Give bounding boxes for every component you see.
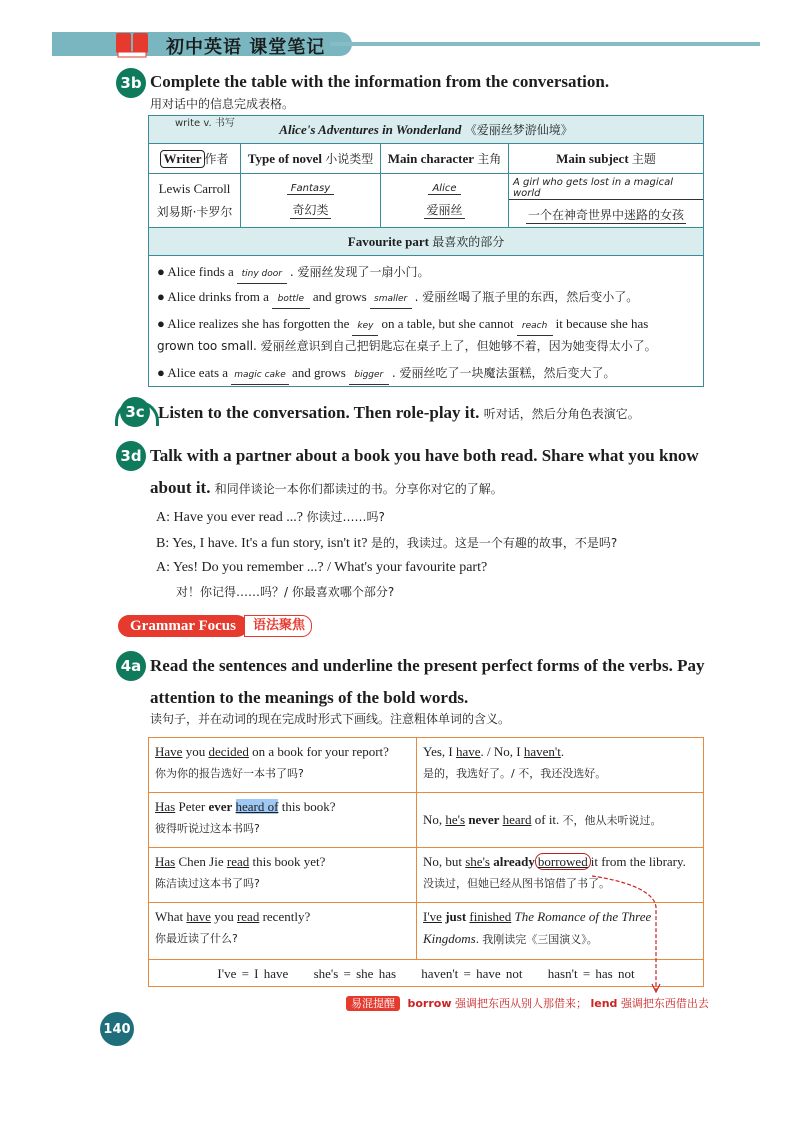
- verb-aux: Has: [155, 854, 176, 869]
- fav-part-title-en: Favourite part: [347, 234, 429, 249]
- header-writer: [149, 144, 241, 173]
- text: of it.: [534, 811, 560, 827]
- text: you: [214, 909, 234, 924]
- cell-writer: [149, 174, 241, 227]
- instruction-3b-cn: 用对话中的信息完成表格。: [150, 97, 295, 111]
- writer-header-label: Writer: [160, 150, 204, 168]
- header-rule: [330, 42, 760, 46]
- translation-cn: 彼得听说过这本书吗?: [155, 822, 260, 835]
- verb-aux: she's: [465, 854, 490, 869]
- bold-word: never: [468, 811, 500, 827]
- instruction-4a-line2: attention to the meanings of the bold words.: [150, 688, 469, 707]
- bullet-text: . 爱丽丝发现了一扇小门。: [289, 265, 430, 279]
- contraction: haven't = have not: [421, 966, 523, 981]
- text: Yes, I: [423, 744, 453, 759]
- grammar-row-1: [149, 738, 703, 793]
- header-character: [381, 144, 509, 173]
- text: this book?: [281, 799, 336, 814]
- grammar-row-4-question: [149, 903, 417, 959]
- text: No,: [423, 811, 443, 827]
- character-header-label: Main character: [387, 150, 474, 166]
- answer-blank: key: [352, 317, 378, 336]
- verb-participle-circled: borrowed: [535, 853, 591, 870]
- instruction-3d-line2-en: about it.: [150, 478, 211, 497]
- badge-3c: 3c: [120, 397, 150, 427]
- instruction-4a-line1: Read the sentences and underline the present perfect forms of the verbs. Pay: [150, 656, 705, 675]
- text: . / No, I: [480, 744, 521, 759]
- bullet-text: it because she has: [555, 316, 649, 331]
- fav-bullet-4: ● Alice eats a magic cake and grows bigger . 爱丽丝吃了一块魔法蛋糕，然后变大了。: [157, 364, 615, 385]
- fav-bullet-3: ● Alice realizes she has forgotten the key on a table, but she cannot reach it because she has: [157, 315, 648, 336]
- subject-header-label: Main subject: [556, 150, 629, 166]
- book-title-italic: The Romance of the Three Kingdoms: [423, 909, 652, 946]
- bold-word: ever: [208, 799, 233, 814]
- verb-aux: have: [456, 744, 481, 759]
- tip-text-borrow: 强调把东西从别人那借来；: [455, 997, 587, 1010]
- fav-bullet-3-line2: [157, 337, 657, 355]
- instruction-3d-line1: Talk with a partner about a book you have both read. Share what you know: [150, 446, 699, 465]
- grammar-focus-banner: [118, 615, 312, 637]
- translation-cn: 你最近读了什么?: [155, 932, 238, 945]
- answer-blank: bottle: [272, 290, 310, 309]
- verb-participle: decided: [208, 744, 249, 759]
- text: on a book for your report?: [252, 744, 389, 759]
- type-answer-cn: 奇幻类: [292, 202, 329, 217]
- table-data-row: [149, 174, 703, 228]
- text: you: [185, 744, 206, 759]
- badge-4a: 4a: [116, 651, 146, 681]
- contraction: she's = she has: [313, 966, 397, 981]
- contraction: I've = I have: [217, 966, 289, 981]
- character-answer: Alice: [428, 183, 460, 195]
- verb-participle: heard: [502, 811, 532, 827]
- text: recently?: [262, 909, 311, 924]
- table-3b: [148, 115, 704, 387]
- header-type: [241, 144, 381, 173]
- translation-cn: 没读过，但她已经从图书馆借了书了。: [423, 877, 610, 890]
- bullet-text: . 爱丽丝吃了一块魔法蛋糕，然后变大了。: [391, 366, 616, 380]
- dialogue-cn: 你读过……吗?: [306, 510, 385, 524]
- book-title-cn: 《爱丽丝梦游仙境》: [464, 123, 573, 137]
- verb-aux: Have: [155, 744, 183, 759]
- bullet-text: . 爱丽丝喝了瓶子里的东西，然后变小了。: [414, 290, 639, 304]
- writer-header-cn: 作者: [204, 152, 229, 166]
- character-header-cn: 主角: [477, 152, 502, 166]
- character-answer-cn: 爱丽丝: [426, 202, 463, 217]
- dialogue-cn: 是的，我读过。这是一个有趣的故事，不是吗?: [370, 536, 618, 550]
- text: No, but: [423, 854, 462, 869]
- grammar-focus-label: Grammar Focus: [118, 615, 248, 637]
- dialogue-text: B: Yes, I have. It's a fun story, isn't it?: [156, 536, 368, 551]
- grammar-row-2-question: [149, 793, 417, 847]
- grammar-focus-label-cn: 语法聚焦: [244, 615, 312, 637]
- tip-text-lend: 强调把东西借出去: [620, 997, 709, 1010]
- type-header-label: Type of novel: [247, 150, 322, 166]
- bullet-text: Alice eats a: [167, 365, 229, 380]
- instruction-3c-cn: 听对话，然后分角色表演它。: [483, 407, 640, 421]
- translation-cn: 你为你的报告选好一本书了吗?: [155, 767, 304, 780]
- dialogue-text: A: Have you ever read ...?: [156, 510, 303, 525]
- grammar-row-4-answer: I've just finished The Romance of the Three Kingdoms. 我刚读完《三国演义》。: [423, 909, 652, 946]
- fav-part-title: [149, 230, 703, 254]
- verb-aux: haven't: [523, 744, 561, 759]
- bold-word: already: [493, 854, 535, 869]
- fav-part-title-cn: 最喜欢的部分: [432, 235, 505, 249]
- tip-note: [346, 995, 709, 1011]
- badge-3b: 3b: [116, 68, 146, 98]
- answer-blank: smaller: [370, 290, 412, 309]
- note-arrow: [590, 870, 670, 995]
- translation-cn: 不，他从未听说过。: [562, 813, 662, 827]
- subject-header-cn: 主题: [631, 152, 656, 166]
- instruction-3b: Complete the table with the information from the conversation.: [150, 72, 610, 91]
- dialogue-line-a2: A: Yes! Do you remember ...? / What's your favourite part?: [156, 560, 488, 575]
- page-number: 140: [100, 1012, 134, 1046]
- writer-note: write v. 书写: [175, 118, 235, 129]
- instruction-3c: [158, 402, 640, 425]
- dialogue-line-b1: [156, 534, 617, 553]
- subject-answer-cn: 一个在神奇世界中迷路的女孩: [527, 208, 684, 222]
- instruction-3d-line2: [150, 477, 503, 500]
- tip-tag: 易混提醒: [346, 996, 400, 1011]
- verb-participle: read: [236, 909, 260, 924]
- book-title-en: Alice's Adventures in Wonderland: [279, 122, 462, 137]
- grammar-row-2: [149, 793, 703, 848]
- fav-bullet-2: ● Alice drinks from a bottle and grows smaller . 爱丽丝喝了瓶子里的东西，然后变小了。: [157, 288, 638, 309]
- text: .: [560, 744, 565, 759]
- answer-blank: magic cake: [231, 366, 289, 385]
- bullet-text: Alice drinks from a: [167, 289, 269, 304]
- tip-word-lend: lend: [590, 997, 618, 1010]
- verb-aux: he's: [445, 811, 466, 827]
- instruction-3d-cn: 和同伴谈论一本你们都读过的书。分享你对它的了解。: [214, 482, 503, 496]
- dialogue-line-a1: [156, 508, 385, 527]
- verb-participle: heard of: [235, 799, 279, 814]
- answer-blank: bigger: [349, 366, 389, 385]
- type-answer: Fantasy: [287, 183, 334, 195]
- verb-participle: read: [226, 854, 250, 869]
- dialogue-line-a2-cn: 对！你记得……吗？/ 你最喜欢哪个部分?: [176, 585, 395, 599]
- translation-cn: 陈洁读过这本书了吗?: [155, 877, 260, 890]
- instruction-4a-cn: 读句子，并在动词的现在完成时形式下画线。注意粗体单词的含义。: [150, 712, 511, 726]
- bullet-text: and grows: [312, 289, 367, 304]
- text: Chen Jie: [178, 854, 224, 869]
- grammar-row-2-answer: [417, 793, 703, 847]
- text: this book yet?: [252, 854, 326, 869]
- verb-aux: I've: [423, 909, 442, 924]
- bullet-text: Alice finds a: [167, 264, 234, 279]
- bullet-text: grown too small. 爱丽丝意识到自己把钥匙忘在桌子上了，但她够不着，因为她变得太小了。: [157, 339, 657, 353]
- header-subject: [509, 144, 703, 173]
- fav-bullet-1: ● Alice finds a tiny door . 爱丽丝发现了一扇小门。: [157, 263, 429, 284]
- writer-value-cn: 刘易斯·卡罗尔: [156, 205, 233, 219]
- answer-blank: reach: [517, 317, 553, 336]
- book-icon: [114, 30, 150, 58]
- bullet-text: and grows: [292, 365, 346, 380]
- table-header-row: [149, 144, 703, 174]
- bullet-text: on a table, but she cannot: [381, 316, 514, 331]
- cell-subject: [509, 174, 703, 227]
- translation-cn: 是的，我选好了。/ 不，我还没选好。: [423, 767, 607, 780]
- badge-3d: 3d: [116, 441, 146, 471]
- header-title: 初中英语 课堂笔记: [166, 37, 326, 58]
- bullet-text: Alice realizes she has forgotten the: [167, 316, 350, 331]
- table-title-row: [149, 116, 703, 144]
- grammar-row-1-question: [149, 738, 417, 792]
- verb-aux: Has: [155, 799, 176, 814]
- contraction: hasn't = has not: [547, 966, 635, 981]
- grammar-row-3-question: [149, 848, 417, 902]
- tip-word-borrow: borrow: [407, 997, 452, 1010]
- fav-part-row: [149, 228, 703, 256]
- verb-participle: finished: [469, 909, 512, 924]
- text: What: [155, 909, 184, 924]
- verb-aux: have: [186, 909, 211, 924]
- grammar-row-1-answer: [417, 738, 703, 792]
- subject-answer: A girl who gets lost in a magical world: [509, 177, 703, 200]
- answer-blank: tiny door: [237, 265, 287, 284]
- cell-character: [381, 174, 509, 227]
- type-header-cn: 小说类型: [325, 152, 374, 166]
- instruction-3c-en: Listen to the conversation. Then role-play it.: [158, 403, 480, 422]
- translation-cn: 我刚读完《三国演义》。: [482, 933, 598, 946]
- bold-word: just: [445, 909, 467, 924]
- writer-value: Lewis Carroll: [158, 181, 231, 196]
- cell-type: [241, 174, 381, 227]
- text: it from the library.: [590, 854, 686, 869]
- text: Peter: [178, 799, 206, 814]
